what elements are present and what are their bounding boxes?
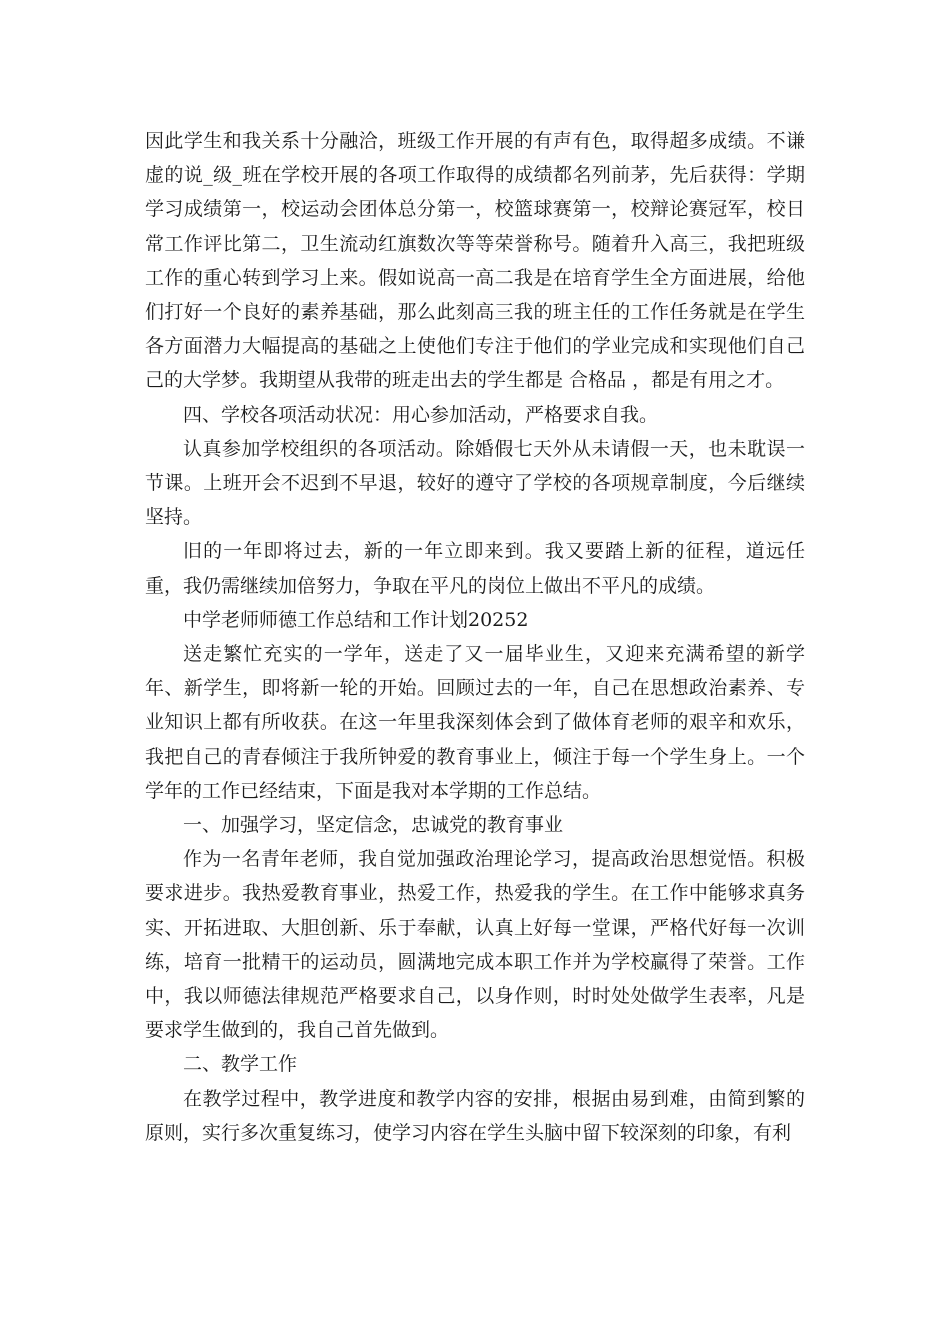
document-body xyxy=(145,124,805,1150)
section-heading-2: 二、教学工作 xyxy=(183,1053,298,1076)
paragraph-1: 因此学生和我关系十分融洽，班级工作开展的有声有色，取得超多成绩。不谦虚的说_级_班在学校开展的各项工作取得的成绩都名列前茅，先后获得：学期学习成绩第一，校运动会团体总分第一，校篮球赛第一，校辩论赛冠军，校日常工作评比第二，卫生流动红旗数次等等荣誉称号。随着升入高三，我把班级工作的重心转到学习上来。假如说高一高二我是在培育学生全方面进展，给他们打好一个良好的素养基础，那么此刻高三我的班主任的工作任务就是在学生各方面潜力大幅提高的基础之上使他们专注于他们的学业完成和实现他们自己己的大学梦。我期望从我带的班走出去的学生都是 合格品 ，都是有用之才。 xyxy=(145,130,805,392)
article-title: 中学老师师德工作总结和工作计划20252 xyxy=(183,608,529,631)
paragraph-10: 在教学过程中，教学进度和教学内容的安排，根据由易到难，由简到繁的原则，实行多次重复练习，使学习内容在学生头脑中留下较深刻的印象，有利 xyxy=(145,1087,805,1144)
section-heading-1: 一、加强学习，坚定信念，忠诚党的教育事业 xyxy=(183,814,564,837)
section-heading-4: 四、学校各项活动状况：用心参加活动，严格要求自我。 xyxy=(183,403,659,426)
paragraph-6: 送走繁忙充实的一学年，送走了又一届毕业生，又迎来充满希望的新学年、新学生，即将新一轮的开始。回顾过去的一年，自己在思想政治素养、专业知识上都有所收获。在这一年里我深刻体会到了做体育老师的艰辛和欢乐，我把自己的青春倾注于我所钟爱的教育事业上，倾注于每一个学生身上。一个学年的工作已经结束，下面是我对本学期的工作总结。 xyxy=(145,643,805,802)
paragraph-4: 旧的一年即将过去，新的一年立即来到。我又要踏上新的征程，道远任重，我仍需继续加倍努力，争取在平凡的岗位上做出不平凡的成绩。 xyxy=(145,540,805,597)
paragraph-8: 作为一名青年老师，我自觉加强政治理论学习，提高政治思想觉悟。积极要求进步。我热爱教育事业，热爱工作，热爱我的学生。在工作中能够求真务实、开拓进取、大胆创新、乐于奉献，认真上好每一堂课，严格代好每一次训练，培育一批精干的运动员，圆满地完成本职工作并为学校赢得了荣誉。工作中，我以师德法律规范严格要求自己，以身作则，时时处处做学生表率，凡是要求学生做到的，我自己首先做到。 xyxy=(145,848,805,1042)
paragraph-3: 认真参加学校组织的各项活动。除婚假七天外从未请假一天，也未耽误一节课。上班开会不迟到不早退，较好的遵守了学校的各项规章制度，今后继续坚持。 xyxy=(145,437,805,529)
